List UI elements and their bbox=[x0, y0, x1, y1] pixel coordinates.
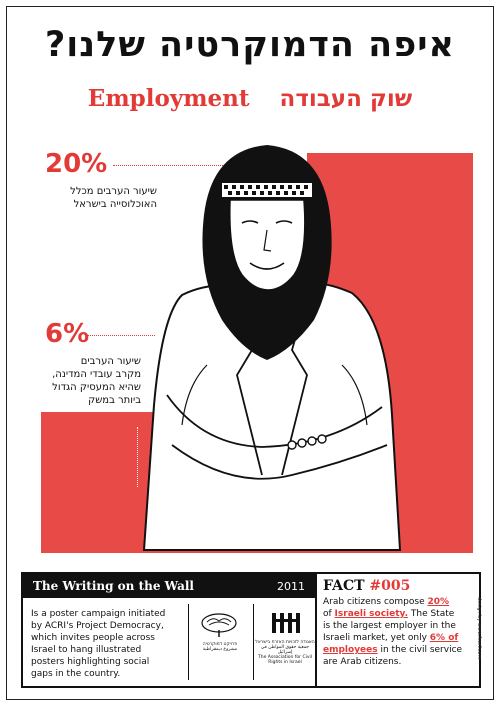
logo2-line1: האגודה לזכויות האזרח בישראל bbox=[255, 640, 315, 645]
desc-line4: Israel to hang illustrated bbox=[31, 645, 142, 655]
fact-text-6: in the civil service bbox=[377, 645, 463, 655]
stat2-desc-line2: מקרב עובדי המדינה, bbox=[52, 369, 141, 380]
fact-highlight-20: 20% bbox=[427, 597, 450, 607]
fact-text bbox=[323, 596, 473, 668]
campaign-description bbox=[31, 608, 183, 680]
stat2-desc-line1: שיעור הערבים bbox=[80, 356, 141, 367]
fact-heading bbox=[323, 580, 473, 592]
fact-highlight-society: Israeli society. bbox=[334, 609, 408, 619]
stat-twenty-percent: 20% bbox=[45, 149, 108, 179]
info-header bbox=[23, 574, 315, 598]
stat1-desc-line2: האוכלוסייה בישראל bbox=[73, 199, 157, 210]
info-panel bbox=[21, 572, 481, 688]
desc-line1: Is a poster campaign initiated bbox=[31, 609, 166, 619]
acri-logo-icon bbox=[269, 610, 303, 636]
stat1-description bbox=[45, 185, 157, 211]
campaign-title: The Writing on the Wall bbox=[33, 579, 194, 593]
tree-logo-icon bbox=[199, 612, 239, 638]
side-credit: design by www.fsarf.com bbox=[476, 597, 482, 660]
desc-line5: posters highlighting social bbox=[31, 657, 150, 667]
stat2-desc-line4: ביותר במשק bbox=[88, 395, 141, 406]
stat2-desc-line3: שהיא המעסיק הגדול bbox=[52, 382, 141, 393]
poster-title: איפה הדמוקרטיה שלנו? bbox=[44, 25, 456, 65]
stat1-desc-line1: שיעור הערבים מכלל bbox=[70, 186, 157, 197]
poster-subtitle bbox=[7, 85, 493, 112]
fact-highlight-6: 6% of bbox=[429, 633, 459, 643]
stat2-description bbox=[45, 355, 141, 407]
figure-illustration bbox=[142, 145, 402, 555]
logo2-line3: The Association for Civil Rights in Israel bbox=[257, 655, 313, 665]
desc-line2: by ACRI's Project Democracy, bbox=[31, 621, 164, 631]
fact-text-3: The State bbox=[408, 609, 455, 619]
logo1-text bbox=[191, 642, 249, 652]
logo1-line1: פרויקט דמוקרטיה bbox=[202, 642, 238, 647]
fact-text-5: Israeli market, yet only bbox=[323, 633, 430, 643]
logo2-text bbox=[255, 640, 315, 665]
logo-divider bbox=[253, 604, 254, 680]
poster bbox=[6, 6, 494, 700]
fact-text-1: Arab citizens compose bbox=[323, 597, 428, 607]
panel-divider bbox=[315, 574, 317, 686]
fact-number: #005 bbox=[369, 578, 411, 594]
logo2-line2: جمعية حقوق المواطن في إسرائيل bbox=[260, 645, 310, 655]
desc-line6: gaps in the country. bbox=[31, 669, 121, 679]
fact-highlight-employees: employees bbox=[323, 645, 378, 655]
campaign-year: 2011 bbox=[277, 580, 305, 593]
logo1-line2: مشروع ديمقراطية bbox=[202, 647, 238, 652]
bar-dotted-guide bbox=[137, 427, 138, 487]
stat-six-percent: 6% bbox=[45, 319, 90, 349]
fact-box bbox=[323, 580, 473, 668]
fact-label: FACT bbox=[323, 578, 365, 594]
fact-text-7: are Arab citizens. bbox=[323, 657, 402, 667]
subtitle-hebrew: שוק העבודה bbox=[279, 86, 413, 112]
fact-text-4: is the largest employer in the bbox=[323, 621, 456, 631]
partner-logos bbox=[188, 604, 316, 680]
desc-line3: which invites people across bbox=[31, 633, 155, 643]
subtitle-english: Employment bbox=[87, 85, 250, 112]
fact-text-2: of bbox=[323, 609, 335, 619]
